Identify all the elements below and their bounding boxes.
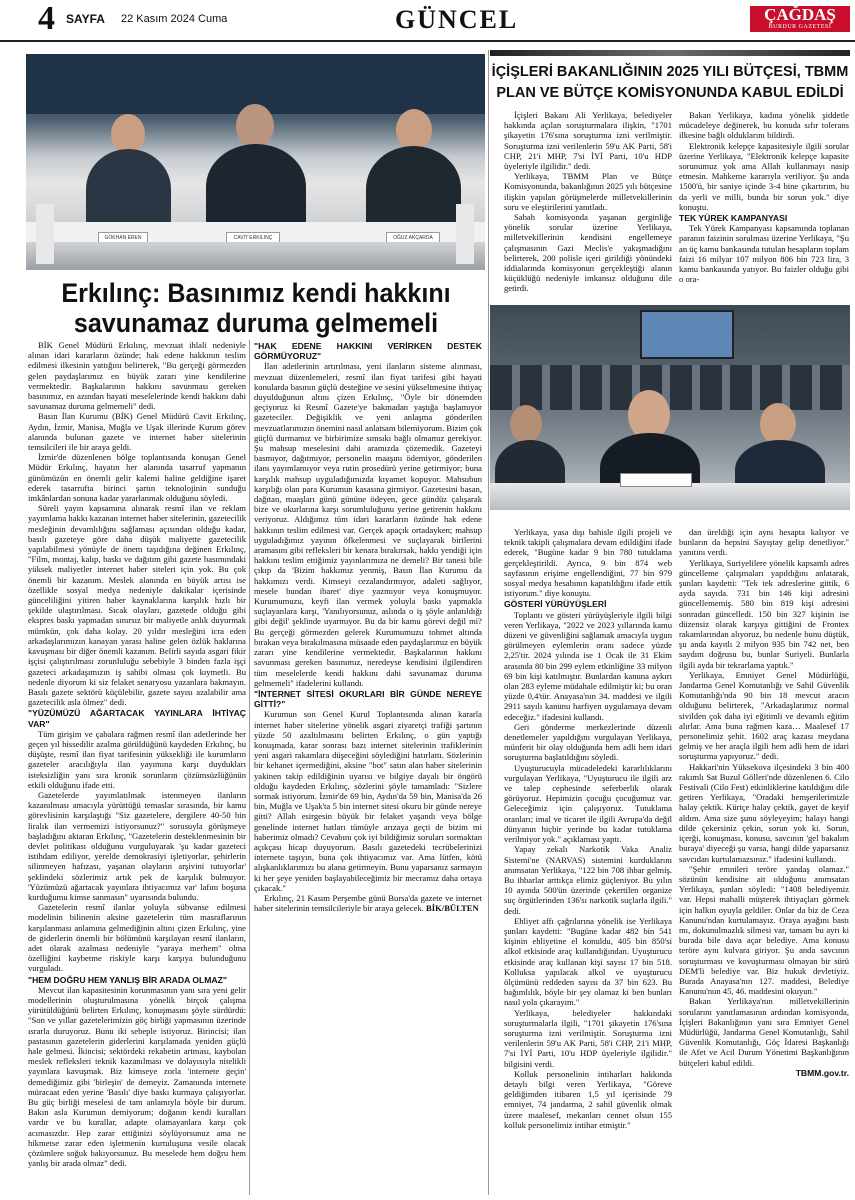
subheading: "HAK EDENE HAKKINI VERİRKEN DESTEK GÖRMÜYORUZ" — [254, 341, 482, 362]
article-column — [28, 340, 246, 1200]
paragraph: dan üreldiği için aynı hesapta kalıyor ve bunların da hepsini Sayıştay gelip denetliyor." yanıtını verdi. — [679, 527, 849, 558]
nameplate: CAVİT ERKILINÇ — [226, 232, 280, 244]
paragraph: Bakan Yerlikaya, kadına yönelik şiddetle mücadeleye değinerek, bu konuda sıfır tolerans ilkesine bağlı olduklarını bildirdi. — [679, 110, 849, 141]
paragraph: Basın İlan Kurumu (BİK) Genel Müdürü Cavit Erkılınç, Aydın, İzmir, Manisa, Muğla ve Uşak illerinde Kurum görev alanında bulunan gazete ve internet haber sitelerinin temsilcileri ile bir araya geldi. — [28, 411, 246, 453]
paragraph: İlan adetlerinin artırılması, yeni ilanların sisteme alınması, mevzuat düzenlemeleri, resmî ilan fiyat tarifesi gibi hayati konularda basının güçlü desteğine ve sesini yükseltmesine ihtiyaç duyulduğunun altını çizen Erkılınç, "Öyle bir dönemden geçiyoruz ki Resmî Gazete'ye bakmadan yaştığa başlamıyor gazeteciler. Değişiklik ve yeni anlaşma gönderilen mevzuatlarımızın önemini nasıl anlatsam bilemiyorum. Bizim çok güçlü durmamız ve birbirimize sımsıkı bağlı olmamız gerekiyor. Şu mahsup meselesini dahi aramızda çözemedik. Gazeteyi basmıyor, dağıtmıyor, personelin maaşını ödemiyor, gönderilen ilanı yayımlamıyor veya rutin prosedürü yerine getirmiyor; buna karşılık mahsup uyguladığımızda kıyamet kopuyor. Mahsubun karşılığı olan para Kurumun kasasına girmiyor. Gazetesini basan, dağıtan, maaşları günü gününe ödeyen, gece gündüz çalışarak bize ve okurlarına karşı sorumluluğunu yerine getirenin hakkını veriyoruz. Aldığımız tüm idari kararların özünde hak edene hakkının teslim edilmesi var. Gerçek apaçık ortadayken; mahsup uyguladığımız yayının öfkelenmesi ve suçlayarak birilerini aramasını gibi refleksleri bir kenara bırakırsak, hakkı yendiği için hakkını teslim ettiğimiz yayınlarımıza ne demeli? Bir tanesi bile çıkıp da 'Bizim hakkımız yenmiş, Basın İlan Kurumu da hakkımızı verdi. Kimseyi cezalandırmıyor, adaleti sağlıyor, mesele bundan ibaret' diye yazmıyor veya konuşmuyor. Kurumumuzu, keyfi ilan vermek yoluyla baskı yapmakla suçlayanlara karşı, 'Yanılıyorsunuz, aslında o iş şöyle anlatıldığı gibi değil' şeklinde uyarmıyor. Bu da bir kamu görevi değil mi? Bu gerçeği görmezden gelerek Kurumumuzu tohmet altında bırakan veya bırakılmasına müsaade eden paydaşlarımız en büyük zararı yine kendilerine vermektedir. Başkalarının hakkını savunması gereken basınımız, neredeyse kendisini ilgilendiren tüm meselelerde kendi hakkını dahi savunamaz duruma gelmemeli" ifadelerini kullandı. — [254, 361, 482, 688]
nameplate: OĞUZ AKÇARDA — [386, 232, 440, 244]
commission-photo — [490, 305, 850, 510]
article-column — [504, 110, 672, 302]
column-divider — [249, 340, 250, 1195]
logo-text: ÇAĞDAŞ — [764, 5, 836, 24]
paragraph: BİK Genel Müdürü Erkılınç, mevzuat ihlali nedeniyle alınan idari kararların özünde; hak edene hakkının teslim edilmesi ilkesinin yattığını belirterek, "Bu gerçeği görmezden gelen paydaşlarımız en büyük zararı yine kendilerine vermektedir. Başkalarının hakkını savunması gereken basınımız, en azından hayati meselelerinde kendi hakkını dahi savunamaz duruma gelmemeli" dedi. — [28, 340, 246, 412]
section-divider — [488, 50, 489, 1195]
paragraph: Ehliyet affı çağrılarına yönelik ise Yerlikaya şunları kaydetti: "Bugüne kadar 482 bin 541 kişinin ehliyetine el konuldu, 405 bin 850'si alkol etkisinde araç kullandığından. Uyuşturucu etkisinde araç kullanan kişi sayısı 17 bin 518. Kolluksa yapılacak alkol ve uyuşturucu ölçümünü reddeden sayısı da 37 bin 623. Bu bağımlılık, böyle bir şey olamaz ki ben bunları nasıl yola çıkarayım." — [504, 915, 672, 1008]
issue-date: 22 Kasım 2024 Cuma — [121, 13, 228, 25]
paragraph: Yerlikaya, Emniyet Genel Müdürlüğü, Jandarma Genel Komutanlığı ve Sahil Güvenlik Komutanlığı'nda 90 bin 18 mevcut aracın olduğunu belirterek, "Arkadaşlarımız normal sivilden çok daha iyi eğitimli ve devamlı eğitim alırlar. Ama buna rağmen kaza… Maalesef 17 personelimiz şehit. 1602 araç kazası meydana gelmiş ve her araçla ilgili hem adli hem de idari soruşturma yapıyoruz." dedi. — [679, 669, 849, 762]
paragraph: Bakan Yerlikaya'nın milletvekillerinin sorularını yanıtlamasının ardından komisyonda, İçişleri Bakanlığının yanı sıra Emniyet Genel Müdürlüğü, Jandarma Genel Komutanlığı, Sahil Güvenlik Komutanlığı, Göç İdaresi Başkanlığı ile Afet ve Acil Durum Yönetimi Başkanlığının bütçeleri kabul edildi. — [679, 996, 849, 1068]
paragraph: Elektronik kelepçe kapasitesiyle ilgili sorular üzerine Yerlikaya, "Elektronik kelepçe kapasite sorunumuz yok ama Allah kullanmayı nasip etmesin. Mahkeme kararıyla veriliyor. Şu anda 1500'ü, bir saniye içinde 3-4 bine çıkartırım, bu da yerli ve milli, bunda bir sorun yok." diye konuştu. — [679, 140, 849, 212]
paragraph: Yerlikaya, belediyeler hakkındaki soruşturmalarla ilgili, "1701 şikayetin 176'sına soruşturma izni verilmiştir. Soruşturma izni verilenlerin 59'u AK Parti, 58'i CHP, 21'i MHP, 7'si İYİ Parti, 10'u HDP üyeleriyle ilgilidir." bilgisini verdi. — [504, 1007, 672, 1069]
paragraph: Hakkari'nin Yüksekova ilçesindeki 3 bin 400 rakımlı Sat Buzul Gölleri'nde düzenlenen 6. Cilo Festivali (Cilo Fest) etkinliklerine katıldığını dile getiren Yerlikaya, "Oradaki hemşerilerimizle halay çektik. Kürtçe halay çektik, gayet de keyif aldım. Ama size şunu söyleyeyim; halayı hangi dilde çekersiniz çekin, sorun yok ki. Sorun, içerği, konuşması, konusu, savcının 'gel bakalım buraya' diyeceği şu varsa, hangi dilde yaparsanız savcıdan kurtulamazsınız." ifadesini kullandı. — [679, 761, 849, 864]
paragraph: Sabah komisyonda yaşanan gerginliğe yönelik sorular üzerine Yerlikaya, milletvekillerinin kendisini engellemeye çalışmasının Gazi Meclis'e yakışmadığını belirterek, 200 polisle içeri girildiği yönündeki iddialarında komisyonun gerçekleştiği alanın küçüklüğü nedeniyle imkansız olduğunu dile getirdi. — [504, 212, 672, 294]
article-column — [254, 340, 482, 1200]
paragraph: Geri gönderme merkezlerinde düzenli denetlemeler yapıldığını vurgulayan Yerlikaya, münferit bir olay olduğunda hem adli hem idari soruşturma başlatıldığını söyledi. — [504, 721, 672, 763]
nameplate: GÖKHAN EREN — [98, 232, 148, 244]
paragraph: Toplantı ve gösteri yürüyüşleriyle ilgili bilgi veren Yerlikaya, "2022 ve 2023 yıllarında kamu düzeni ve güvenliğini sağlamak amacıyla uygun görülmeyen eylemlerin oranı sadece yüzde 2,25'tir. 2024 yılında ise 1 Ocak ile 31 Ekim arasında 80 bin 299 eylem etkinliğine 33 milyon 69 bin kişi katılmıştır. Bunlardan kanuna aykırı olan 283 eyleme müdahale edilmiştir ki; bu oran yüzde 0,4'tür. Anayasa'nın 34. maddesi ve ilgili 2911 sayılı kanunu harfiyen uygulamaya devam edeceğiz." ifadesini kullandı. — [504, 609, 672, 722]
subheading: "YÜZÜMÜZÜ AĞARTACAK YAYINLARA İHTİYAÇ VAR" — [28, 708, 246, 729]
page-header — [0, 0, 855, 42]
article-column — [679, 527, 849, 1200]
paragraph: Yerlikaya, yasa dışı bahisle ilgili projeli ve teknik takipli çalışmalara devam edildiğini ifade ederek, "Bugüne kadar 9 bin 780 tutuklama gerçekleştirildi. Ayrıca, 9 bin 874 web sayfasının erişime engellendiğini, 77 bin 979 sosyal medya hesabının kapatıldığını ifade ettik istiyorum." diye konuştu. — [504, 527, 672, 599]
article-column — [504, 527, 672, 1200]
paragraph: Yerlikaya, Suriyelilere yönelik kapsamlı adres güncelleme çalışmaları yapıldığını anlatarak, şunları kaydetti: "Tek tek adreslerine gittik, 6 ayda sayıda. 731 bin 146 kişi adresini güncellememiş. 580 bin 819 kişi adresini sonradan güncelledi. 150 bin 327 kişinin ise düzensiz olarak karşıya gittiğini de Frontex rakamlarından alıyoruz, bu nedenle bunu düştük, şu anda kayıtlı 2 milyon 935 bin 742 net, ben saydım doğrusu bu, bunlar Suriyeli. Bunlarla ilgili ayda bir tekrarlama yaptık." — [679, 557, 849, 670]
paragraph: İzmir'de düzenlenen bölge toplantısında konuşan Genel Müdür Erkılınç, hayatın her alanında tasarruf yapmanın günümüzün en önemli gelir kalemi haline geldiğine işaret ederek tasarrufta birinci şartın teknolojinin sunduğu imkânlardan sonuna kadar yararlanmak olduğunu söyledi. — [28, 452, 246, 504]
paragraph: "Şehir emnileri teröre yandaş olamaz." sözünün kendisine ait olduğunu anımsatan Yerlikaya, şunları söyledi: "1408 belediyemiz var. Hepsi mahalli müşterek ihtiyaçları görmek için halkın oyuyla geldiler. Onlar da biz de Ceza Kanunu'ndan kurtulamayız. Oraya ayağını bastı mı, dokunulmazlık silmesi var, tamam bu ayrı ki burada bile dava açar belediye. Ama konusu teröre aynı kulvara giriyor. Şu anda savcının soruşturması ve kovuşturması olmayan bir sürü DEM'li belediye var. Biz hukuk devletiyiz. Burada Anayasa'nın 127. maddesi, Belediye Kanunu'nun 45, 46. maddesini okuyun." — [679, 863, 849, 997]
subheading: "HEM DOĞRU HEM YANLIŞ BİR ARADA OLMAZ" — [28, 974, 227, 985]
page-number: 4 — [38, 0, 55, 37]
paragraph: Tüm girişim ve çabalara rağmen resmî ilan adetlerinde her geçen yıl hissedilir azalma görüldüğünü kaydeden Erkılınç, bu düşüşte, resmî ilan fiyat tarifesinin yüksekliği ile kurumların gazeteler aracılığıyla ilan yayımına karşı duydukları isteksizliğin yanı sıra kronik sorunların çözümsüzlüğünün etkili olduğunu ifade etti. — [28, 728, 246, 790]
meeting-photo — [26, 54, 485, 270]
subheading: TEK YÜREK KAMPANYASI — [679, 213, 788, 224]
paragraph — [254, 893, 482, 913]
paragraph: Tek Yürek Kampanyası kapsamında toplanan paranın faizinin sorulması üzerine Yerlikaya, "Şu an üç kamu bankasında tutulan hesapların toplam faizi 16 milyar 107 milyon 806 bin 723 lira, 3 kamu bankasında yatıyor. Bu faizler olduğu gibi o ora- — [679, 223, 849, 285]
logo-subtext: BURDUR GAZETESİ — [768, 24, 832, 30]
article-headline: Erkılınç: Basınımız kendi hakkını savunamaz duruma gelmemeli — [61, 278, 451, 338]
paragraph-text: Erkılınç, 21 Kasım Perşembe günü Bursa'da gazete ve internet haber sitelerinin temsilcileriyle bir araya gelecek. — [254, 892, 482, 914]
screen-display — [640, 310, 734, 359]
subheading: "İNTERNET SİTESİ OKURLARI BİR GÜNDE NEREYE GİTTİ?" — [254, 688, 482, 710]
source-tag: TBMM.gov.tr. — [795, 1067, 849, 1078]
article-headline: İÇİŞLERİ BAKANLIĞININ 2025 YILI BÜTÇESİ, TBMM PLAN VE BÜTÇE KOMİSYONUNDA KABUL EDİLDİ — [491, 64, 849, 101]
source-tag: BİK/BÜLTEN — [426, 903, 479, 914]
newspaper-logo — [750, 6, 850, 32]
paragraph: Mevcut ilan kapasitesinin korunmasının yanı sıra yeni gelir modellerinin oluşturulmasına yönelik birçok çalışma yürütüldüğünü belirten Erkılınç, konuşmasını şöyle sürdürdü: "Son ve yıllar gazetelerimizin göç birliği yapmasının üzerinde ısrarla duruyoruz. Bunu iki sebeple istiyoruz. Birincisi; ilan pastasının gazetelerin giderlerini karşılamada yeniden güçlü hale gelmesi. İkincisi; sektördeki rekabetin artması, kaybolan meslek refleksleri teknik kazanılması ve dolayısıyla nitelikli yayınlara kavuşmak. Biz kimseye zorla 'internete geçin' demediğimiz gibi 'birleşin' de demeyiz. Zamanında internete müracaat eden yerine 'Basılı' diye baskı kurmaya çalışıyorlar. Bu güç birliği meselesi de tam anlamıyla böyle bir durum. Bakın asla Kurumun demiyorum; doğanın kendi kuralları vardır ve bu kurallar, adapte olamayanlara karşı çok acımasızdır. Hep zarar ettiğinizi söylüyorsunuz ama ne hikmetse zarar eden işletmenin kurtuluşuna vesile olacak çözümlere soğuk bakıyorsunuz. Bu meselede hem doğru hem yanlış bir arada olmaz" dedi. — [28, 984, 246, 1169]
decorative-strip — [490, 50, 850, 56]
page-word: SAYFA — [66, 12, 105, 26]
paragraph: Süreli yayın kapsamına alınarak resmî ilan ve reklam yayımlama hakkı kazanan internet haber sitelerinin, gazetecilik mesleğinin devamlılığını sağlaması açısından olduğu kadar, basılı gazeteye göre daha düşük maliyette gazetecilik yapılabilmesi yönüyle de önem taşıdığına değinen Erkılınç, "Film, montaj, kalıp, baskı ve dağıtım gibi gazete basımındaki yüksek maliyetler internet haber siteleri için yok. Bu çok önemli bir kazanım. Meslek alanında en büyük artısı ise özellikle sosyal medya nedeniyle dakikalar içerisinde günceliliğini yitiren haber kaynaklarına karşılık hızlı bir şekilde ulaştırılması. Sıcak olayları, gazetede olduğu gibi ekspres baskı yapmadan sınırsız bir maliyetle anlık duyurmak mümkün, çok daha kolay. 20 yıldır mesleğini icra eden arkadaşlarımızın kanayan yarası haline gelen özlük haklarına kavuşması bir diğer önemli kazanım. Belirli sayıda asgari fikir işçisi çalıştırılması zorunluluğu sebebiyle 3 binden fazla işçi gazeteci arkadaşımızın iş sahibi olması çok kıymetli. Bu nedenle diyorum ki siz felaket senaryosu yazanlara bakmayın. Basılı gazete sektörü küçülebilir, gazete sayısı azalabilir ama gazetecilik asla ölmez" dedi. — [28, 503, 246, 708]
paragraph: İçişleri Bakanı Ali Yerlikaya, belediyeler hakkında açılan soruşturmalara ilişkin, "1701 şikayetin 176'sına soruşturma izni verilmiştir. Soruşturma izni verilenlerin 59'u AK Parti, 58'i CHP, 21'i MHP, 7'si İYİ Parti, 10'u HDP üyeleriyle ilgilidir." dedi. — [504, 110, 672, 172]
paragraph: Uyuşturucuyla mücadeledeki kararlılıklarını vurgulayan Yerlikaya, "Uyuşturucu ile ilgili arz ve talep cephesinde seferberlik olarak görüyoruz. Hepimizin çocuğu çocuğumuz var. Geleceğimiz için çalışıyoruz. Tutuklama oranları; imal ve ticaret ile ilgili Avrupa'da değil dünyanın hiçbir yerinde bu kadar tutuklama verilmiyor yok." açıklaması yaptı. — [504, 762, 672, 845]
paragraph: Gazetelerde yayımlatılmak istenmeyen ilanların kazanılması amacıyla yürüttüğü temaslar sırasında, bir kamu görevlisinin karşılaştığı "Siz gazetelere, dergilere 40-50 bin liralık ilan vermemizi istiyorsunuz?" sorusuyla görüşmeye başladığını aktaran Erkılınç, "Gazetelerin desteklenmesinin bir devlet politikası olduğunu vurguluyarak 'şu kadar gazeteci istihdam ediliyor, yerelde demokrasiyi işletiyorlar, şehirlerin silinmeyen hafızası, yaşanan olayların arşivini tutuyorlar' şeklindeki sözlerimiz artık pek de karşılık bulmuyor. 'Yüzümüzü ağartacak yayınlara ihtiyacımız var' lafını boşuna kurduğumu kimse sanmasın" uyarısında bulundu. — [28, 789, 246, 902]
paragraph: Yerlikaya, TBMM Plan ve Bütçe Komisyonunda, bakanlığının 2025 yılı bütçesine ilişkin yapılan görüşmelerde milletvekillerinin soru ve eleştirilerini yanıtladı. — [504, 171, 672, 212]
subheading: GÖSTERİ YÜRÜYÜŞLERİ — [504, 599, 607, 610]
paragraph: Kolluk personelinin intiharları hakkında detaylı bilgi veren Yerlikaya, "Göreve geldiğimden itibaren 1,5 yıl içerisinde 79 emniyet, 74 jandarma, 2 sahil güvenlik olmak üzere maalesef, mekanları cennet olsun 155 kolluk personelimiz intihar etmiştir." — [504, 1068, 672, 1130]
section-title: GÜNCEL — [395, 5, 519, 34]
paragraph: Yapay zekalı Narkotik Vaka Analiz Sistemi'ne (NARVAS) sistemini kurduklarını anımsatan Yerlikaya, "122 bin 708 ihbar gelmiş. Bu ihbarlar arttıkça elimiz güçleniyor. Bu yılın 10 ayında 500'ün üzerinde çekertilen organize suç örgütlerinden 136'sı narkotik suçlarla ilgili." dedi. — [504, 844, 672, 916]
paragraph: Gazetelerin resmî ilanlar yoluyla sübvanse edilmesi modelinin bilinenin aksine gazetelerin tüm masraflarının karşılanması anlamına gelmediğinin altını çizen Erkılınç, yine de giderlerin önemli bir bölümünü karşılayan resmî ilanların, adet olarak azalması nedeniyle "yaraya merhem" olma özelliğini kaybetme riskiyle karşı karşıya bulunduğunu vurguladı. — [28, 902, 246, 974]
article-column — [679, 110, 849, 302]
paragraph: Kurumun son Genel Kurul Toplantısında alınan kararla internet haber sitelerine yönelik asgari ziyaretçi trafiği şartının yüzde 50 azaltılmasını belirten Erkılınç, o gün yaptığı konuşmada, karar sonrası bazı internet sitelerinin trafiklerinin yeni asgari rakamlara düşeceğini söylediğini hatırlattı. Sözlerinin bir kehanet içermediğini, aksine "bot" satın alan haber sitelerinin yakinen takip edildiğinin uyarısı ve bilgiye dayalı bir öngörü olduğu kaydeden Erkılınç, sözlerini şöyle tamamladı: "Sizlere sormak istiyorum. İzmir'de 69 bin, Aydın'da 59 bin, Manisa'da 26 bin, Muğla ve Uşak'ta 5 bin internet sitesi okuru bir günde nereye gitti? Allah esirgesin büyük bir felaket yaşandı veya bölge genelinde internet hatları tümüyle arızaya geçti de bizim mi haberimiz olmadı? Cevabını çok iyi bildiğimiz soruları sormaktan açıkçası hicap duyuyorum. Basılı gazetedeki tecrübelerinizi internete taşıyın, buna çok ihtiyacımız var. Ama lütfen, kötü alışkanlıklarımızı bu alana getirmeyin. Bunu yaparsanız sarmayın ki her şeye yeniden başlayabileceğimiz bir mecramız daha ortaya çıkacak." — [254, 709, 482, 893]
